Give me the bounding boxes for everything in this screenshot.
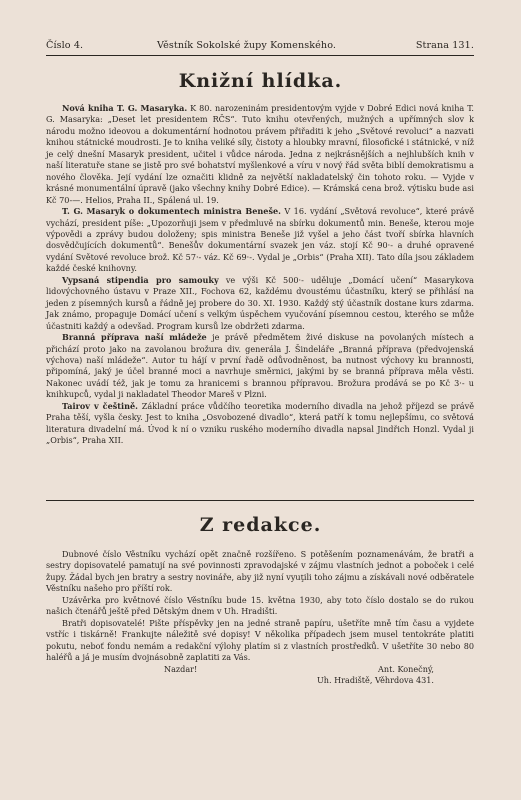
article-heading: Nová kniha T. G. Masaryka. — [62, 103, 188, 113]
knizni-hlidka-body — [46, 103, 474, 447]
header-rule — [46, 55, 474, 56]
signature-place: Uh. Hradiště, Věhrdova 431. — [316, 674, 434, 685]
signature: Ant. Konečný, — [378, 663, 434, 674]
section-title-z-redakce: Z redakce. — [199, 514, 322, 536]
journal-title: Věstník Sokolské župy Komenského. — [156, 40, 337, 51]
signature-place-line — [46, 675, 474, 686]
article-paragraph: T. G. Masaryk o dokumentech ministra Beneše. V 16. vydání „Světová revoluce“, které právě vychází, president píše: „Upozorňuji jsem v předmluvě na sbírku dokumentů min. Beneše, kterou moje výpovědi a zprávy budou doloženy; spis ministra Beneše již vyšel a jeho část tvoří sbírka hlavních dosvědčujících dokumentů“. Benešův dokumentární svazek jen váz. stojí Kč 90·- a druhé opravené vydání Světové revoluce brož. Kč 57·- váz. Kč 69·-. Vydal je „Orbis“ (Praha XII). Tato díla jsou základem každé české knihovny. — [46, 206, 474, 274]
editorial-paragraph: Uzávěrka pro květnové číslo Věstníku bude 15. května 1930, aby toto číslo dostalo se do rukou našich čtenářů ještě před Dětským dnem v Uh. Hradišti. — [46, 594, 474, 617]
editorial-paragraph: Bratři dopisovatelé! Pište příspěvky jen na jedné straně papíru, ušetříte mně tím času a vyjdete vstříc i tiskárně! Frankujte náležitě své dopisy! V několika případech jsem musel tentokráte platiti pokutu, neboť fondu nemám a redakční výlohy platím si z vlastních prostředků. V ušetříte 30 nebo 80 haléřů a já je musím dvojnásobně zaplatiti za Vás. — [46, 617, 474, 663]
article-heading: T. G. Masaryk o dokumentech ministra Beneše. — [62, 206, 281, 217]
article-paragraph: Branná příprava naší mládeže je právě předmětem živé diskuse na povolaných místech a přichází proto jako na zavolanou brožura div. generála J. Šindeláře „Branná příprava (předvojenská výchova) naší mládeže“. Autor tu hájí v první řadě odůvodněnost, ba nutnost výchovy ku brannosti, připomíná, jaký je účel branné moci a navrhuje směrnici, jakými by se branná příprava měla věsti. Nakonec uvádí též, jak je tomu za hranicemi s brannou přípravou. Brožura prodává se po Kč 3·- u knihkupců, vydal ji nakladatel Theodor Mareš v Plzni. — [46, 332, 474, 400]
signature-line — [46, 664, 474, 675]
editorial-paragraph: Dubnové číslo Věstníku vychází opět značně rozšířeno. S potěšením poznamenávám, že bratři a sestry dopisovatelé pamatují na své povinnosti zpravodajské v zájmu vlastních jednot a poboček i celé župy. Žádal bych jen bratry a sestry novináře, aby již nyní vyuţili toho zájmu a získávali nové odběratele Věstníku našeho pro příští rok. — [46, 549, 474, 594]
greeting: Nazdar! — [164, 663, 198, 674]
article-heading: Vypsaná stipendia pro samouky — [62, 274, 219, 285]
article-heading: Tairov v češtině. — [62, 400, 138, 411]
page-header — [46, 40, 474, 51]
section-divider — [46, 500, 474, 501]
article-paragraph: Nová kniha T. G. Masaryka. K 80. narozeninám presidentovým vyjde v Dobré Edici nová kniha T. G. Masaryka: „Deset let presidentem RČS“. Tuto knihu otevřených, mužných a upřímných slov k národu možno ideovou a dokumentární hodnotou právem přiřaditi k jeho „Světové revoluci“ a nazvati knihou státnické moudrosti. Je to kniha veliké síly, čistoty a hloubky mravní, filosofické i státnické, v níž je celý dnešní Masaryk president, učitel i vůdce národa. Jedna z nejkrásnějších a nejhlubších knih v naší literatuře stane se jistě pro své bohatství myšlenkové a víru v nový řád světa biblí demokratismu a nového člověka. Její vydání lze označiti klidně za největší nakladatelský čin tohoto roku. — Vyjde v krásné monumentální úpravě (jako všechny knihy Dobré Edice). — Krámská cena brož. výtisku bude asi Kč 70-—. Helios, Praha II., Spálená ul. 19. — [46, 103, 474, 205]
article-paragraph: Vypsaná stipendia pro samouky ve výši Kč 500·- uděluje „Domácí učení“ Masarykova lidovýchovného ústavu v Praze XII., Fochova 62, každému dvoustému účastníku, který se přihlásí na jeden z písemných kursů a řádně jej probere do 30. XI. 1930. Každý stý účastník dostane kurs zdarma. Jak známo, propaguje Domácí učení s velkým úspěchem vyučování písemnou cestou, kterého se může účastniti každý a odevšad. Program kursů lze obdržeti zdarma. — [46, 274, 474, 331]
section-title-knizni-hlidka: Knižní hlídka. — [178, 70, 343, 92]
article-heading: Branná příprava naší mládeže — [62, 332, 207, 343]
z-redakce-body — [46, 549, 474, 686]
article-paragraph: Tairov v češtině. Základní práce vůdčího teoretika moderního divadla na jehož příjezd se právě Praha těší, vyšla česky. Jest to kniha „Osvobozené divadlo“, která patří k tomu nejlepšímu, co světová literatura divadelní má. Úvod k ní o vzniku ruského moderního divadla napsal Jindřich Honzl. Vydal ji „Orbis“, Praha XII. — [46, 400, 474, 446]
page-number: Strana 131. — [415, 40, 474, 51]
issue-number: Číslo 4. — [46, 40, 84, 51]
